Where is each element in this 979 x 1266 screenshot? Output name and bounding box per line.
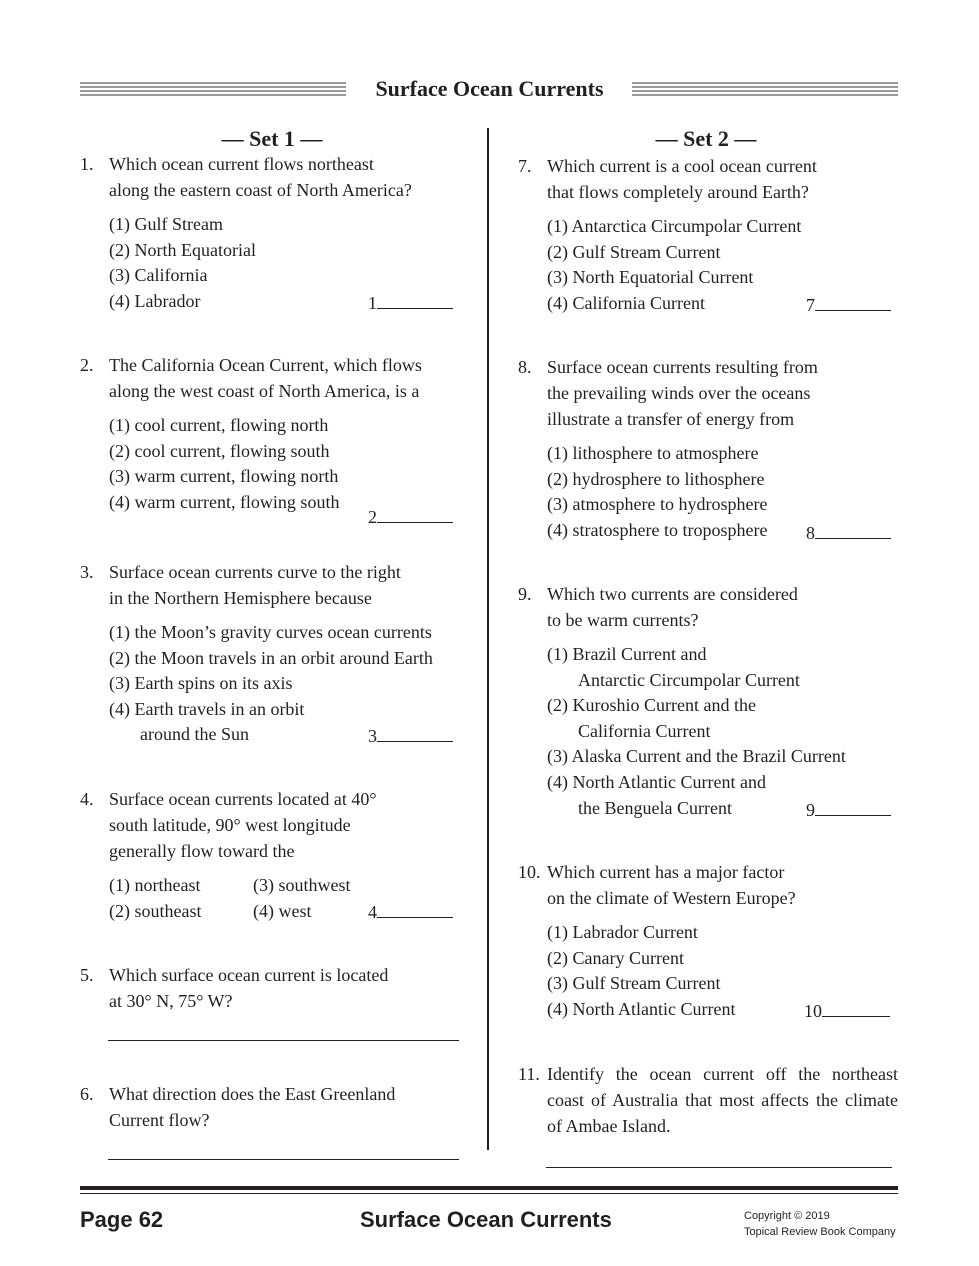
answer-option: (1) the Moon’s gravity curves ocean currents bbox=[109, 622, 432, 642]
question-stem-line: Which ocean current flows northeast bbox=[109, 154, 374, 174]
question-number: 4. bbox=[80, 789, 94, 809]
answer-option: (3) Earth spins on its axis bbox=[109, 673, 293, 694]
set1-title: — Set 1 — bbox=[221, 126, 323, 151]
question-9 bbox=[518, 581, 898, 831]
answer-blank-label: 1 bbox=[368, 293, 377, 313]
answer-blank-3[interactable] bbox=[368, 723, 453, 747]
question-stem-line: generally flow toward the bbox=[109, 841, 295, 861]
footer-rule bbox=[80, 1186, 898, 1194]
answer-line-6[interactable] bbox=[108, 1159, 459, 1160]
answer-blank-label: 7 bbox=[806, 295, 815, 315]
question-number: 8. bbox=[518, 357, 532, 377]
answer-line-11[interactable] bbox=[546, 1167, 892, 1168]
question-number: 1. bbox=[80, 154, 94, 174]
answer-option: (3) Alaska Current and the Brazil Current bbox=[547, 746, 846, 767]
answer-option: (3) atmosphere to hydrosphere bbox=[547, 494, 768, 515]
answer-option: (1) Brazil Current and bbox=[547, 644, 707, 664]
question-number: 11. bbox=[518, 1064, 540, 1084]
answer-option: (1) lithosphere to atmosphere bbox=[547, 443, 759, 463]
copyright-line: Copyright © 2019 bbox=[744, 1210, 830, 1222]
answer-option: (2) North Equatorial bbox=[109, 239, 256, 260]
question-stem-line: in the Northern Hemisphere because bbox=[109, 588, 372, 608]
answer-option: (4) North Atlantic Current bbox=[547, 998, 736, 1019]
answer-option: (4) Labrador bbox=[109, 290, 201, 311]
answer-option: (1) Gulf Stream bbox=[109, 214, 223, 234]
answer-option: (4) stratosphere to troposphere bbox=[547, 519, 768, 540]
answer-blank-8[interactable] bbox=[806, 520, 891, 544]
question-stem-line: coast of Australia that most affects the climate bbox=[547, 1090, 898, 1110]
answer-blank-7[interactable] bbox=[806, 292, 891, 316]
answer-option: (3) southwest bbox=[253, 875, 351, 895]
answer-blank-label: 3 bbox=[368, 726, 377, 746]
answer-blank-4[interactable] bbox=[368, 899, 453, 923]
question-stem-line: at 30° N, 75° W? bbox=[109, 991, 233, 1011]
question-number: 5. bbox=[80, 965, 94, 985]
question-stem-line: on the climate of Western Europe? bbox=[547, 888, 796, 908]
question-stem-line: Which surface ocean current is located bbox=[109, 965, 389, 985]
answer-option: (2) Kuroshio Current and the bbox=[547, 695, 756, 716]
question-6 bbox=[80, 1081, 460, 1137]
question-stem-line: Current flow? bbox=[109, 1110, 210, 1130]
copyright-notice bbox=[744, 1208, 896, 1240]
set2-title: — Set 2 — bbox=[655, 126, 757, 151]
question-stem-line: that flows completely around Earth? bbox=[547, 182, 809, 202]
question-stem-line: Which two currents are considered bbox=[547, 584, 798, 604]
answer-blank-10[interactable] bbox=[804, 998, 890, 1022]
answer-option: (2) Canary Current bbox=[547, 947, 684, 968]
page-title: Surface Ocean Currents bbox=[375, 76, 604, 101]
question-stem-line: of Ambae Island. bbox=[547, 1116, 671, 1136]
answer-option: (2) Gulf Stream Current bbox=[547, 241, 721, 262]
question-stem-line: along the eastern coast of North America? bbox=[109, 180, 412, 200]
header-rule-right bbox=[632, 82, 898, 98]
question-stem-line: What direction does the East Greenland bbox=[109, 1084, 396, 1104]
publisher-line: Topical Review Book Company bbox=[744, 1226, 896, 1238]
question-number: 7. bbox=[518, 156, 532, 176]
answer-blank-label: 8 bbox=[806, 523, 815, 543]
answer-line-5[interactable] bbox=[108, 1040, 459, 1041]
answer-blank-label: 2 bbox=[368, 507, 377, 527]
answer-option: (4) west bbox=[253, 900, 312, 921]
question-number: 10. bbox=[518, 862, 541, 882]
answer-option: (3) North Equatorial Current bbox=[547, 267, 754, 288]
question-stem-line: Which current is a cool ocean current bbox=[547, 156, 817, 176]
answer-option: (1) Antarctica Circumpolar Current bbox=[547, 216, 802, 236]
answer-option: the Benguela Current bbox=[578, 797, 732, 818]
answer-blank-2[interactable] bbox=[368, 504, 453, 528]
answer-blank-label: 10 bbox=[804, 1001, 822, 1021]
question-5 bbox=[80, 962, 460, 1018]
answer-blank-9[interactable] bbox=[806, 797, 891, 821]
question-stem-line: Surface ocean currents resulting from bbox=[547, 357, 818, 377]
question-number: 6. bbox=[80, 1084, 94, 1104]
question-number: 2. bbox=[80, 355, 94, 375]
answer-option: (2) hydrosphere to lithosphere bbox=[547, 468, 765, 489]
question-stem-line: south latitude, 90° west longitude bbox=[109, 815, 351, 835]
answer-option: (1) northeast bbox=[109, 875, 201, 895]
answer-option: Antarctic Circumpolar Current bbox=[578, 669, 800, 690]
answer-option: (4) warm current, flowing south bbox=[109, 491, 340, 512]
question-stem-line: Identify the ocean current off the northeast bbox=[547, 1064, 898, 1084]
answer-blank-label: 4 bbox=[368, 902, 377, 922]
question-stem-line: Which current has a major factor bbox=[547, 862, 785, 882]
column-divider bbox=[487, 128, 489, 1150]
question-stem-line: The California Ocean Current, which flows bbox=[109, 355, 422, 375]
question-stem-line: Surface ocean currents curve to the right bbox=[109, 562, 401, 582]
page-number: Page 62 bbox=[80, 1207, 164, 1232]
footer-title: Surface Ocean Currents bbox=[360, 1207, 612, 1232]
answer-blank-label: 9 bbox=[806, 800, 815, 820]
question-stem-line: the prevailing winds over the oceans bbox=[547, 383, 811, 403]
question-stem-line: to be warm currents? bbox=[547, 610, 699, 630]
answer-option: around the Sun bbox=[140, 724, 249, 745]
answer-option: (2) the Moon travels in an orbit around Earth bbox=[109, 647, 433, 668]
answer-option: (4) Earth travels in an orbit bbox=[109, 698, 305, 719]
answer-blank-1[interactable] bbox=[368, 290, 453, 314]
answer-option: (4) California Current bbox=[547, 292, 705, 313]
question-number: 3. bbox=[80, 562, 94, 582]
answer-option: (3) warm current, flowing north bbox=[109, 466, 339, 487]
answer-option: (4) North Atlantic Current and bbox=[547, 771, 766, 792]
question-stem-line: illustrate a transfer of energy from bbox=[547, 409, 795, 429]
answer-option: (1) Labrador Current bbox=[547, 922, 698, 942]
question-11 bbox=[518, 1061, 898, 1141]
answer-option: (2) cool current, flowing south bbox=[109, 440, 330, 461]
answer-option: (3) California bbox=[109, 265, 208, 286]
answer-option: California Current bbox=[578, 720, 711, 741]
question-stem-line: along the west coast of North America, is a bbox=[109, 381, 420, 401]
question-number: 9. bbox=[518, 584, 532, 604]
answer-option: (3) Gulf Stream Current bbox=[547, 973, 721, 994]
question-stem-line: Surface ocean currents located at 40° bbox=[109, 789, 377, 809]
answer-option: (1) cool current, flowing north bbox=[109, 415, 329, 435]
answer-option: (2) southeast bbox=[109, 900, 202, 921]
